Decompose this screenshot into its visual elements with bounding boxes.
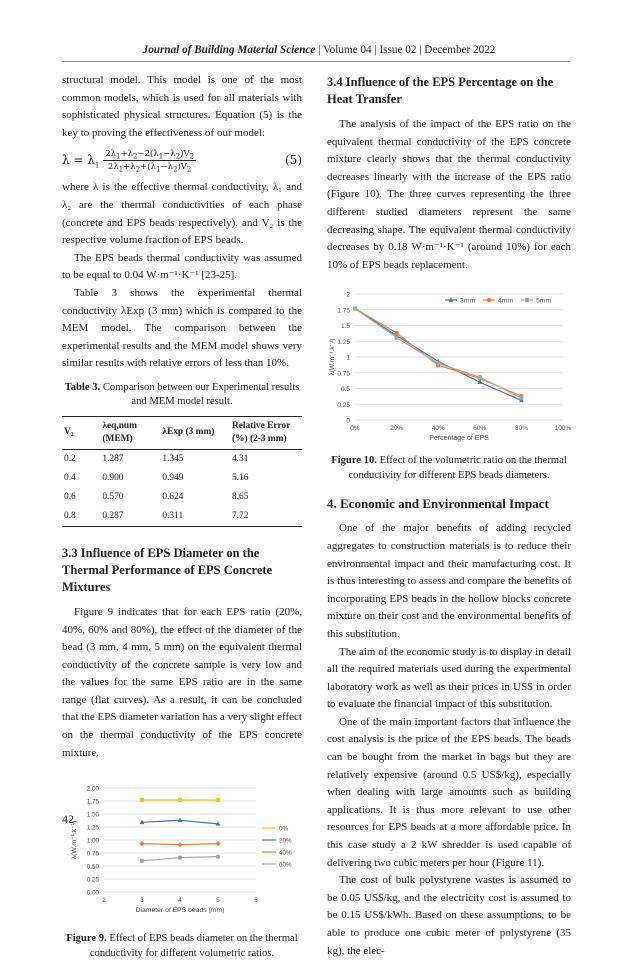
table-cell: 0.570 [102,491,124,502]
data-point [140,798,144,802]
caption-text: Effect of EPS beads diameter on the thermal conductivity for different volumetric ratios. [89,933,298,959]
legend-label: 4mm [498,297,514,305]
section-4-title: 4. Economic and Environmental Impact [327,496,549,512]
x-tick-label: 4 [178,897,182,905]
table-cell: 8.65 [231,491,249,502]
y-tick-label: 0.75 [337,370,350,378]
data-point [139,841,144,846]
table-cell: 0.949 [162,472,184,483]
y-tick-label: 2 [346,291,350,299]
paragraph: The aim of the economic study is to display in detail all the required materials used during the experimental laboratory work as well as their prices in US$ in order to evaluate the financial impact of this substitution. [327,645,571,711]
y-tick-label: 0.25 [337,402,350,410]
data-point [215,841,220,846]
y-tick-label: 0.75 [86,850,99,858]
data-point [216,855,220,859]
x-tick-label: 0% [350,425,360,433]
legend-label: 0% [279,825,289,833]
data-point [436,362,440,366]
x-tick-label: 5 [216,897,220,905]
legend-label: 5mm [536,297,552,305]
table-row [62,449,302,469]
x-axis-label: Diameter of EPS beads (mm) [135,907,225,915]
y-tick-label: 1 [346,354,350,362]
series-line [355,309,521,401]
caption-label: Table 3. [64,381,101,393]
table-cell: 5.16 [231,472,249,483]
table-cell: 0.8 [64,510,76,521]
column-header: λExp (3 mm) [162,427,215,438]
series-line [355,309,521,397]
table-cell: 1.287 [102,453,124,464]
table-cell: 0.287 [102,510,124,521]
legend-label: 40% [279,849,292,857]
column-header: V₂ [64,427,74,438]
data-point [525,298,529,302]
y-tick-label: 1.75 [337,307,350,315]
equation-number: (5) [285,152,302,167]
y-axis-label: λ(W.m⁻¹.k⁻¹) [71,820,78,860]
column-header: Relative Error (%) (2-3 mm) [231,420,291,444]
figure-10-caption [327,454,571,483]
data-point [478,376,482,380]
left-column [62,72,302,965]
data-point [177,842,182,847]
equation-fraction: $\frac{2\lambda_1+\lambda_2-2(\lambda_1-\lambda_2)V_2}{2\lambda_1+\lambda_2+(\lambda_1-\lambda_2)V_2}$ [105,148,195,174]
x-tick-label: 100% [554,425,571,433]
paragraph: The EPS beads thermal conductivity was assumed to be equal to 0.04 W·m⁻¹·K⁻¹ [23-25]. [62,251,302,282]
x-tick-label: 6 [254,897,258,905]
table-cell: 0.4 [64,472,76,483]
y-tick-label: 1.25 [337,339,350,347]
table-cell: 4.31 [231,453,249,464]
table-3 [62,416,302,527]
page-number: 42 [62,812,74,826]
y-tick-label: 2.00 [86,785,99,793]
running-header [0,44,638,56]
y-axis-label: λ(W.m⁻¹.k⁻¹) [329,338,336,376]
paragraph: Figure 9 indicates that for each EPS ratio (20%, 40%, 60% and 80%), the effect of the diameter of the bead (3 mm, 4 mm, 5 mm) on the equivalent thermal conductivity of the concrete sample is very low and the values for the same EPS ratio are in the same range (flat curves). As a result, it can be concluded that the EPS diameter variation has a very slight effect on the thermal conductivity of the EPS concrete mixture. [62,605,302,759]
figure-9-chart [62,770,302,928]
paragraph: Table 3 shows the experimental thermal conductivity λExp (3 mm) which is compared to the MEM model. The comparison between the experimental results and the MEM model shows very similar results with relative errors of less than 10%. [62,286,302,370]
table-cell: 0.2 [64,453,76,464]
y-tick-label: 0.25 [86,876,99,884]
data-point [519,396,523,400]
issue-info: | Volume 04 | Issue 02 | December 2022 [315,44,496,56]
data-point [487,298,491,302]
section-3-4-title: 3.4 Influence of the EPS Percentage on the Heat Transfer [327,75,554,106]
x-tick-label: 40% [431,425,445,433]
equation-body: $\lambda = \lambda_1$ $\frac{2\lambda_1+\lambda_2-2(\lambda_1-\lambda_2)V_2}{2\lambda_1+\lambda_2+(\lambda_1-\lambda_2)V_2}$ [62,148,195,174]
data-point [178,856,182,860]
y-tick-label: 0.00 [86,889,99,897]
x-tick-label: 20% [390,425,404,433]
x-tick-label: 60% [473,425,487,433]
table-cell: 0.624 [162,491,184,502]
caption-text: Comparison between our Experimental results and MEM model result. [100,381,300,408]
legend-label: 20% [279,837,292,845]
paragraph: One of the main important factors that influence the cost analysis is the price of the EPS beads. The beads can be bought from the market in bags but they are relatively expensive (around 0.5 US$/kg), especially when dealing with large amounts such as building applications. It is thus more relevant to use other resources for EPS beads at a more affordable price. In this case study a 2 kW shredder is used capable of delivering two cubic meters per hour (Figure 11). [327,715,571,869]
table-row [62,507,302,527]
x-tick-label: 80% [514,425,528,433]
series-line [355,309,521,398]
data-point [216,798,220,802]
y-tick-label: 0.50 [86,863,99,871]
x-tick-label: 2 [102,897,106,905]
journal-name: Journal of Building Material Science [142,44,316,56]
table-row [62,488,302,507]
caption-label: Figure 9. [66,933,107,945]
section-3-3-title: 3.3 Influence of EPS Diameter on the Thermal Performance of EPS Concrete Mixtures [62,545,273,594]
legend-label: 60% [279,861,292,869]
table-header-row [62,416,302,449]
data-point [140,859,144,863]
table-cell: 0.6 [64,491,76,502]
data-point [394,331,398,335]
table-3-caption [62,381,302,410]
y-tick-label: 1.75 [86,798,99,806]
caption-text: Effect of the volumetric ratio on the thermal conductivity for different EPS beads diameters. [348,455,567,481]
table-cell: 0.311 [162,510,184,521]
table-cell: 0.900 [102,472,124,483]
paragraph: The analysis of the impact of the EPS ratio on the equivalent thermal conductivity of the EPS concrete mixture clearly shows that the thermal conductivity decreases linearly with the increase of the EPS ratio (Figure 10). The three curves representing the three different studied diameters represent the same decreasing shape. The equivalent thermal conductivity decreases by 0.18 W·m⁻¹·K⁻¹ (around 10%) for each 10% of EPS beads replacement. [327,118,571,271]
x-axis-label: Percentage of EPS [429,435,489,443]
y-tick-label: 0.5 [340,386,350,394]
data-point [353,307,357,311]
y-tick-label: 1.50 [86,811,99,819]
caption-label: Figure 10. [331,455,377,467]
table-cell: 7.72 [231,510,249,521]
table-cell: 1.345 [162,453,184,464]
table-row [62,469,302,488]
data-point [178,798,182,802]
paragraph: The cost of bulk polystyrene wastes is assumed to be 0.05 US$/kg, and the electricity cost is assumed to be 0.15 US$/kWh. Based on these assumptions, to be able to produce one cubic meter of polystyrene (35 kg), the elec- [327,874,571,957]
y-tick-label: 1.5 [340,323,350,331]
paragraph: One of the major benefits of adding recycled aggregates to construction materials is to reduce their environmental impact and their manufacturing cost. It is thus interesting to assess and compare the benefits of incorporating EPS beads in the hollow blocks concrete mixture on their cost and the environmental benefits of this substitution. [327,522,571,640]
figure-9-caption [62,932,302,961]
paragraph: structural model. This model is one of the most common models, which is used for all materials with sophisticated physical structures. Equation (5) is the key to proving the effectiveness of our model: [62,74,302,139]
x-tick-label: 3 [140,897,144,905]
y-tick-label: 0 [346,417,350,425]
data-point [395,336,399,340]
y-tick-label: 1.25 [86,824,99,832]
right-column [327,72,571,960]
legend-label: 3mm [460,297,476,305]
figure-10-chart [327,280,571,450]
header-rule [62,61,570,62]
equation-5 [62,145,302,175]
paragraph: where λ is the effective thermal conductivity, λ₁ and λ₂ are the thermal conductivities of each phase (concrete and EPS beads respectively), and V₂ is the respective volume fraction of EPS beads. [62,181,302,247]
y-tick-label: 1.00 [86,837,99,845]
column-header: λeq,num (MEM) [102,420,137,444]
